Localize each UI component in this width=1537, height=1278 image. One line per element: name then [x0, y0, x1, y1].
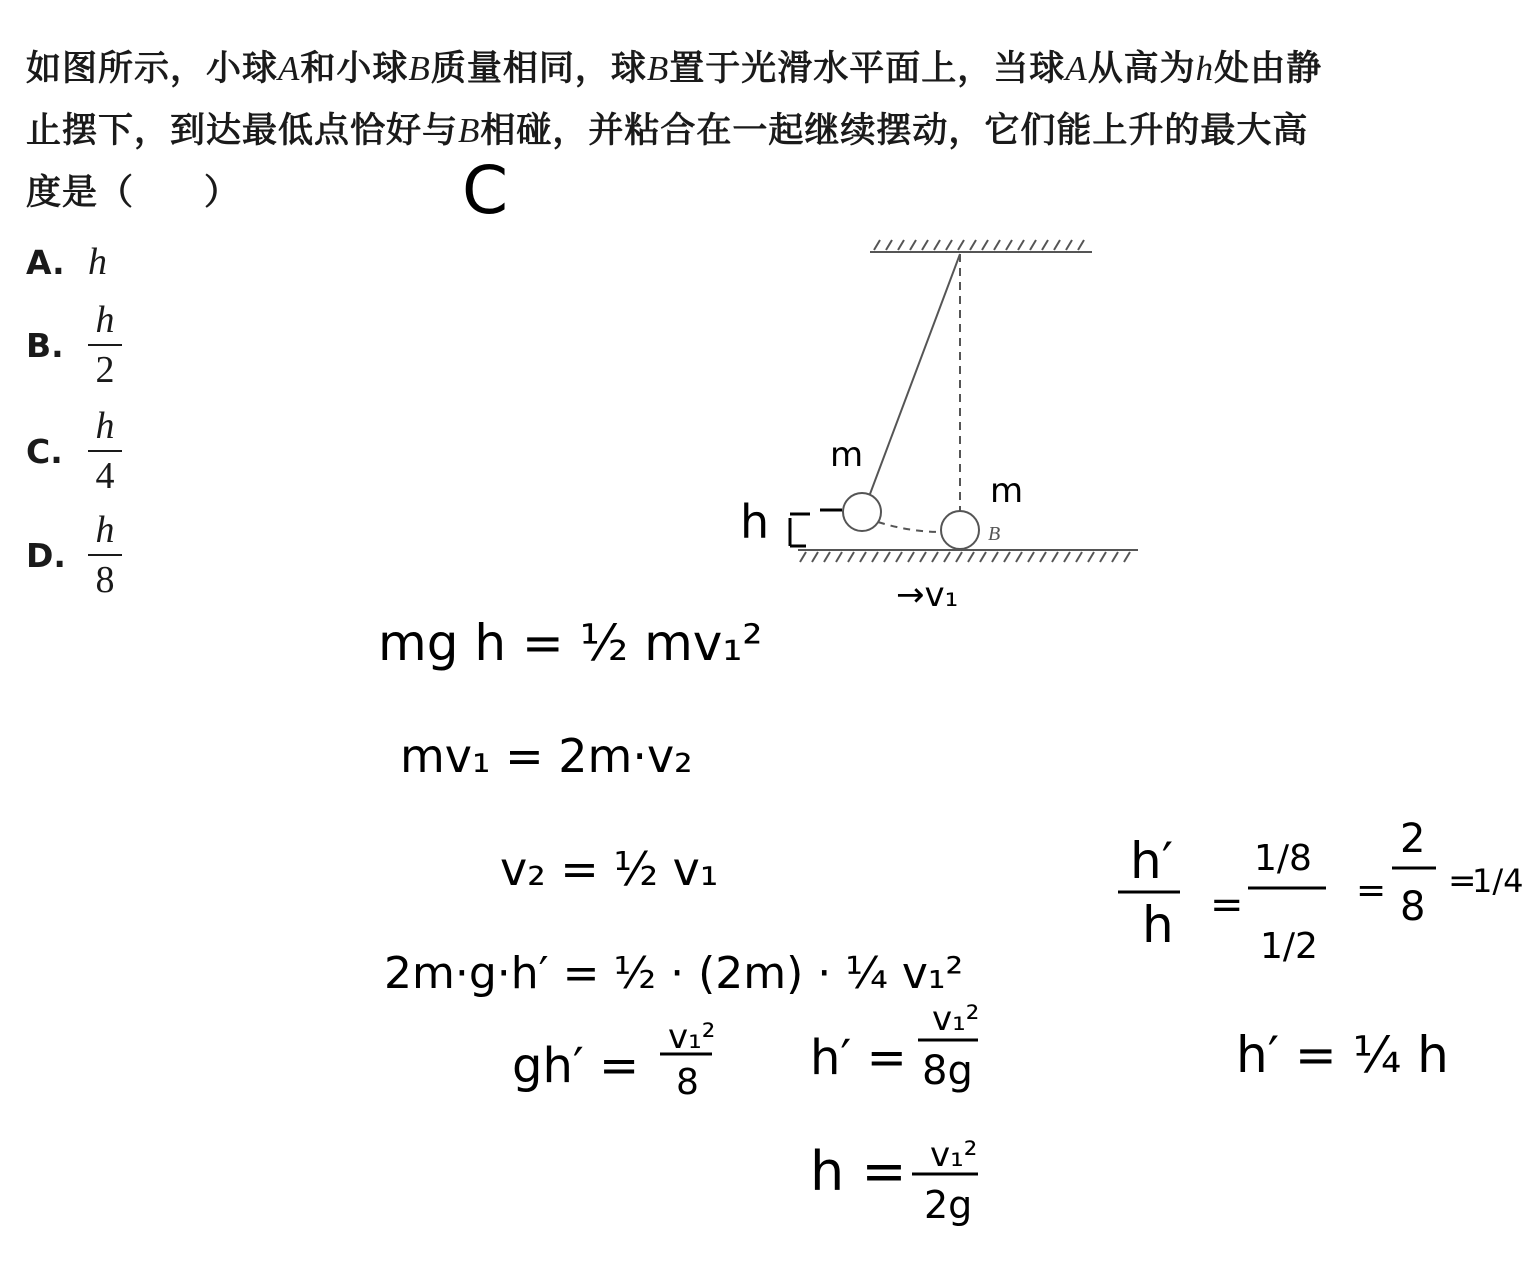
option-fraction: $\frac{h}{4}$	[88, 402, 122, 500]
work-line-5a: gh′ =	[512, 1038, 640, 1094]
label-b: B	[988, 523, 1001, 545]
work-line-6: h =	[810, 1140, 907, 1203]
work-line-5a-den: 8	[676, 1062, 699, 1103]
equals-sign: =	[1448, 861, 1477, 901]
handwritten-answer: C	[462, 152, 509, 229]
option-letter: C.	[26, 431, 63, 471]
mass-a-label: m	[830, 435, 864, 475]
work-line-4: 2m·g·h′ = ½ · (2m) · ¼ v₁²	[384, 948, 964, 999]
conclusion: h′ = ¼ h	[1236, 1026, 1449, 1084]
work-line-6-den: 2g	[924, 1183, 973, 1227]
velocity-label: →v₁	[896, 575, 959, 615]
ratio-mid-den: 1/2	[1260, 926, 1318, 967]
option-value: h	[88, 241, 107, 283]
work-line-5b-den: 8g	[922, 1048, 973, 1094]
ratio-den: h	[1142, 896, 1174, 954]
mass-b-label: m	[990, 471, 1024, 511]
question-text: 如图所示，小球A和小球B质量相同，球B置于光滑水平面上，当球A从高为h处由静止摆下，到达最低点恰好与B相碰，并粘合在一起继续摆动，它们能上升的最大高度是（ ）	[26, 48, 1323, 213]
work-line-1: mg h = ½ mv₁²	[378, 614, 763, 672]
option-letter: B.	[26, 325, 64, 365]
option-letter: A.	[26, 242, 65, 282]
height-label: h	[740, 495, 770, 549]
ratio-mid-num: 1/8	[1254, 838, 1312, 879]
ratio-num: h′	[1130, 832, 1174, 890]
equals-sign: =	[1210, 882, 1244, 928]
work-line-2: mv₁ = 2m·v₂	[400, 729, 693, 783]
work-line-5b: h′ =	[810, 1030, 907, 1086]
option-fraction: $\frac{h}{8}$	[88, 506, 122, 604]
option-letter: D.	[26, 535, 66, 575]
work-line-3: v₂ = ½ v₁	[500, 842, 719, 896]
work-line-6-num: v₁²	[930, 1135, 978, 1175]
equals-sign: =	[1356, 870, 1387, 911]
ratio-result: 1/4	[1472, 862, 1524, 900]
work-line-5a-num: v₁²	[668, 1017, 716, 1057]
work-line-5b-num: v₁²	[932, 999, 980, 1039]
ratio-eq2-den: 8	[1400, 884, 1426, 930]
ratio-eq2-num: 2	[1400, 816, 1426, 862]
option-fraction: $\frac{h}{2}$	[88, 296, 122, 394]
